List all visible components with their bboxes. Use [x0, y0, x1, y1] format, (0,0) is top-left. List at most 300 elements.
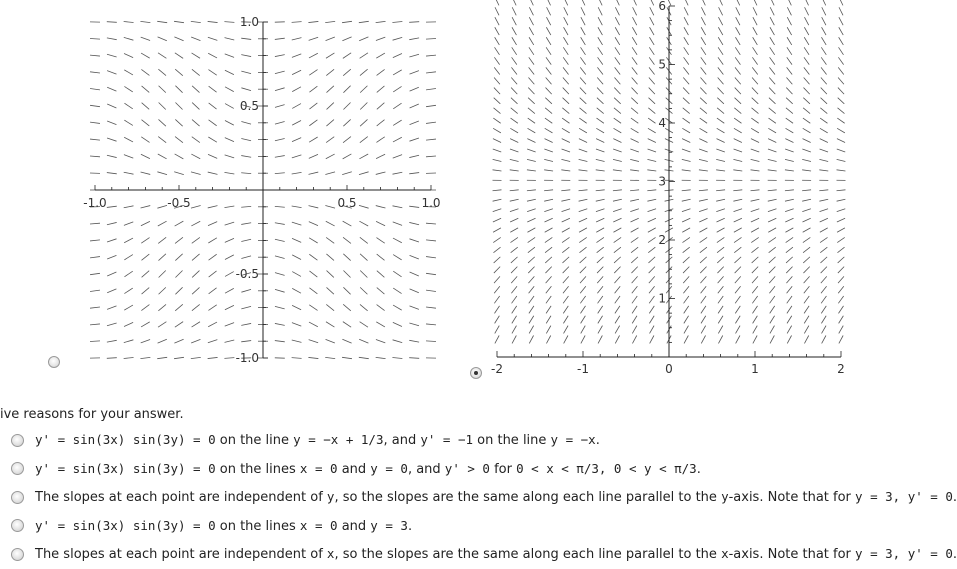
slope-segment	[803, 128, 811, 133]
slope-segment	[699, 170, 708, 171]
slope-segment	[613, 228, 621, 232]
slope-segment	[393, 54, 402, 58]
slope-segment	[360, 287, 367, 294]
slope-segment	[683, 286, 689, 293]
slope-segment	[545, 247, 552, 253]
slope-segment	[839, 7, 843, 15]
slope-segment	[649, 306, 654, 313]
slope-segment	[342, 172, 352, 175]
slope-segment	[275, 55, 285, 57]
x-tick-label: -1.0	[83, 196, 106, 210]
slope-segment	[579, 247, 586, 253]
slope-segment	[684, 296, 689, 303]
slope-segment	[752, 276, 758, 283]
slope-segment	[769, 108, 776, 114]
slope-segment	[598, 326, 603, 334]
slope-segment	[615, 17, 619, 25]
slope-segment	[770, 47, 775, 55]
slope-segment	[493, 228, 501, 232]
slope-segment	[561, 159, 570, 161]
slope-segment	[377, 305, 385, 311]
slope-segment	[769, 247, 776, 253]
radio-icon[interactable]	[11, 462, 24, 475]
slope-segment	[494, 257, 501, 263]
slope-segment	[717, 108, 724, 114]
slope-segment	[107, 255, 116, 259]
slope-segment	[579, 128, 587, 133]
slope-segment	[124, 322, 133, 326]
slope-segment	[837, 139, 845, 143]
slope-segment	[309, 154, 318, 158]
option-a[interactable]	[11, 426, 957, 455]
slope-segment	[700, 237, 707, 242]
slope-segment	[512, 17, 516, 25]
slope-segment	[562, 139, 570, 143]
slope-segment	[803, 139, 811, 143]
slope-segment	[598, 7, 602, 15]
slope-segment	[613, 209, 622, 212]
slope-segment	[511, 257, 518, 263]
slope-segment	[667, 0, 671, 5]
slope-segment	[718, 37, 723, 45]
slope-segment	[615, 335, 619, 343]
x-tick-label: 2	[837, 362, 845, 376]
slope-segment	[191, 172, 201, 175]
slope-segment	[700, 118, 707, 123]
slope-segment	[735, 306, 740, 313]
slope-segment	[494, 108, 501, 114]
slope-segment	[360, 86, 367, 93]
slope-segment	[580, 276, 586, 283]
y-tick-label: 6	[658, 0, 666, 13]
slope-segment	[512, 296, 517, 303]
slope-segment	[493, 247, 500, 253]
slope-segment	[158, 69, 166, 75]
slope-segment	[142, 103, 150, 110]
slope-segment	[821, 296, 826, 303]
slope-segment	[107, 272, 116, 276]
slope-segment	[493, 190, 502, 191]
option-text: .	[596, 433, 600, 448]
x-tick-label: 0	[665, 362, 673, 376]
slope-segment	[158, 304, 166, 310]
slope-segment	[225, 138, 234, 142]
radio-icon[interactable]	[11, 519, 24, 532]
option-text: , and	[383, 433, 420, 448]
slope-segment	[597, 67, 603, 74]
slope-segment	[309, 322, 318, 327]
slope-segment	[225, 323, 234, 327]
slope-segment	[785, 218, 793, 222]
slope-segment	[392, 206, 402, 208]
slope-segment	[360, 254, 367, 261]
slope-segment	[377, 86, 385, 92]
slope-segment	[510, 139, 518, 143]
slope-segment	[805, 0, 809, 5]
slope-segment	[377, 254, 385, 260]
slope-segment	[802, 199, 811, 201]
option-text: .	[953, 547, 957, 562]
slope-segment	[786, 257, 793, 263]
slope-segment	[785, 199, 794, 201]
slope-segment	[751, 228, 759, 232]
slope-segment	[581, 335, 585, 343]
slope-segment	[225, 104, 234, 109]
slope-segment	[786, 108, 793, 114]
slope-segment	[837, 159, 846, 161]
slope-segment	[631, 267, 637, 273]
slope-segment	[770, 326, 775, 334]
slope-segment	[494, 57, 499, 64]
slope-segment	[579, 159, 588, 161]
slope-segment	[613, 199, 622, 201]
slope-segment	[631, 128, 639, 133]
slope-segment	[90, 38, 100, 39]
slope-segment	[158, 254, 165, 261]
slope-segment	[208, 206, 218, 208]
slope-segment	[787, 47, 792, 55]
y-tick-label: 2	[658, 233, 666, 247]
slope-segment	[631, 237, 638, 242]
slope-segment	[563, 306, 568, 313]
slope-segment	[751, 149, 759, 152]
slope-segment	[546, 67, 552, 74]
slope-segment	[786, 88, 792, 95]
slope-segment	[701, 306, 706, 313]
slope-segment	[529, 7, 533, 15]
slope-segment	[632, 27, 636, 35]
slope-segment	[649, 47, 654, 55]
slope-segment	[208, 172, 218, 174]
option-e[interactable]	[11, 540, 957, 569]
slope-segment	[649, 286, 655, 293]
slope-segment	[597, 247, 604, 253]
slope-segment	[208, 305, 216, 311]
slope-segment	[241, 239, 251, 241]
slope-segment	[563, 77, 569, 84]
slope-segment	[141, 172, 151, 174]
slope-segment	[752, 67, 758, 74]
slope-segment	[141, 69, 149, 75]
slope-segment	[598, 316, 603, 324]
slope-segment	[717, 118, 724, 123]
slope-segment	[684, 57, 689, 64]
slope-segment	[596, 149, 604, 152]
slope-segment	[343, 322, 351, 328]
slope-segment	[630, 218, 638, 222]
slope-segment	[342, 37, 351, 41]
slope-segment	[528, 257, 535, 263]
plot-right-radio[interactable]	[470, 367, 482, 379]
slope-segment	[527, 190, 536, 191]
slope-segment	[393, 255, 401, 260]
slope-segment	[493, 139, 501, 143]
slope-segment	[175, 287, 182, 294]
slope-segment	[837, 190, 846, 191]
slope-segment	[718, 276, 724, 283]
slope-segment	[753, 37, 758, 45]
slope-segment	[734, 228, 742, 232]
slope-segment	[564, 17, 568, 25]
radio-icon[interactable]	[11, 434, 24, 447]
slope-segment	[393, 37, 403, 40]
slope-segment	[579, 139, 587, 143]
slope-segment	[735, 286, 741, 293]
slope-segment	[527, 170, 536, 171]
slope-segment	[787, 335, 791, 343]
slope-segment	[495, 37, 500, 45]
slope-segment	[650, 17, 654, 25]
slope-segment	[561, 190, 570, 191]
slope-segment	[821, 316, 826, 324]
slope-segment	[309, 53, 318, 58]
slope-segment	[426, 139, 436, 140]
slope-segment	[292, 22, 302, 23]
slope-segment	[493, 237, 500, 242]
slope-segment	[769, 88, 775, 95]
option-b[interactable]	[11, 455, 957, 484]
slope-segment	[376, 221, 385, 225]
slope-segment	[837, 237, 844, 242]
slope-segment	[158, 37, 167, 41]
slope-segment	[393, 288, 401, 293]
slope-segment	[546, 57, 551, 64]
slope-segment	[241, 306, 251, 308]
slope-segment	[751, 170, 760, 171]
slope-segment	[512, 335, 516, 343]
option-text: The slopes at each point are independent of	[35, 547, 327, 562]
slope-segment	[699, 228, 707, 232]
slope-segment	[192, 237, 200, 243]
y-tick-label: 0.5	[240, 99, 259, 113]
slope-segment	[426, 257, 436, 258]
slope-segment	[716, 170, 725, 171]
slope-segment	[631, 108, 638, 114]
slope-segment	[191, 205, 201, 208]
slope-segment	[529, 17, 533, 25]
slope-segment	[426, 223, 436, 224]
slope-segment	[822, 0, 826, 5]
slope-segment	[192, 322, 200, 327]
slope-segment	[140, 357, 150, 358]
slope-segment	[632, 37, 637, 45]
slope-segment	[751, 159, 760, 161]
slope-segment	[649, 316, 654, 324]
slope-segment	[579, 118, 586, 123]
slope-segment	[309, 172, 319, 174]
slope-segment	[701, 67, 707, 74]
slope-segment	[326, 53, 334, 58]
option-d[interactable]	[11, 512, 957, 541]
slope-segment	[768, 170, 777, 171]
slope-segment	[546, 77, 552, 84]
slope-segment	[107, 87, 116, 91]
slope-segment	[292, 206, 302, 208]
slope-field-left	[70, 0, 430, 370]
slope-segment	[209, 254, 217, 260]
radio-icon[interactable]	[11, 491, 24, 504]
slope-segment	[804, 88, 810, 95]
slope-segment	[511, 267, 517, 273]
option-label	[35, 518, 412, 534]
slope-segment	[684, 7, 688, 15]
slope-segment	[275, 239, 285, 241]
slope-segment	[377, 288, 385, 294]
slope-segment	[209, 288, 217, 294]
slope-segment	[241, 88, 251, 91]
slope-segment	[409, 173, 419, 174]
slope-segment	[124, 155, 133, 159]
slope-segment	[615, 326, 620, 334]
slope-segment	[208, 70, 216, 76]
slope-segment	[701, 57, 706, 64]
slope-segment	[107, 104, 116, 108]
slope-segment	[275, 323, 285, 325]
slope-segment	[838, 77, 844, 84]
slope-segment	[718, 296, 723, 303]
slope-segment	[596, 190, 605, 191]
slope-segment	[632, 335, 636, 343]
slope-segment	[613, 190, 622, 191]
slope-segment	[124, 172, 134, 174]
slope-segment	[327, 271, 334, 278]
slope-segment	[292, 238, 301, 242]
slope-segment	[141, 339, 150, 342]
slope-segment	[837, 128, 845, 133]
slope-segment	[512, 316, 517, 324]
slope-segment	[769, 276, 775, 283]
slope-segment	[598, 17, 602, 25]
slope-segment	[581, 27, 585, 35]
slope-segment	[786, 77, 792, 84]
y-tick-label: 4	[658, 116, 666, 130]
slope-segment	[579, 199, 588, 201]
slope-segment	[157, 172, 167, 175]
slope-segment	[142, 271, 150, 278]
slope-segment	[683, 276, 689, 283]
slope-segment	[275, 173, 285, 174]
slope-segment	[241, 289, 251, 292]
slope-segment	[649, 276, 655, 283]
slope-segment	[630, 170, 639, 171]
slope-segment	[107, 358, 117, 359]
slope-segment	[839, 326, 844, 334]
slope-segment	[326, 86, 333, 93]
slope-segment	[787, 326, 792, 334]
slope-segment	[360, 322, 368, 327]
slope-segment	[802, 159, 811, 161]
slope-segment	[700, 108, 707, 114]
slope-segment	[615, 286, 621, 293]
slope-segment	[107, 54, 117, 57]
slope-segment	[581, 37, 586, 45]
slope-segment	[581, 326, 586, 334]
slope-segment	[124, 37, 134, 40]
slope-segment	[275, 206, 285, 207]
slope-segment	[141, 305, 149, 311]
slope-segment	[787, 67, 793, 74]
slope-segment	[527, 199, 536, 201]
option-label	[35, 432, 600, 448]
slope-segment	[512, 47, 517, 55]
slope-segment	[426, 105, 436, 106]
slope-segment	[107, 38, 117, 40]
slope-segment	[546, 47, 551, 55]
slope-segment	[309, 120, 317, 126]
slope-segment	[820, 237, 827, 242]
slope-segment	[736, 7, 740, 15]
option-c[interactable]	[11, 483, 957, 512]
slope-segment	[837, 118, 844, 123]
slope-segment	[209, 271, 217, 277]
slope-segment	[717, 237, 724, 242]
slope-segment	[208, 357, 218, 358]
slope-segment	[192, 137, 200, 143]
slope-segment	[545, 98, 552, 104]
slope-segment	[241, 71, 251, 73]
slope-segment	[785, 149, 793, 152]
slope-segment	[292, 340, 302, 342]
slope-segment	[495, 335, 499, 343]
slope-segment	[770, 37, 775, 45]
slope-segment	[769, 118, 776, 123]
slope-segment	[326, 254, 334, 261]
slope-segment	[174, 357, 184, 358]
slope-segment	[598, 57, 603, 64]
math-text: y' = sin(3x) sin(3y) = 0	[35, 461, 216, 476]
slope-segment	[410, 289, 419, 293]
slope-segment	[819, 170, 828, 171]
slope-segment	[377, 69, 385, 75]
slope-segment	[292, 87, 301, 92]
slope-segment	[90, 240, 100, 241]
slope-segment	[376, 339, 385, 342]
slope-segment	[717, 128, 725, 133]
slope-segment	[142, 120, 150, 126]
slope-segment	[545, 108, 552, 114]
slope-segment	[90, 72, 100, 73]
slope-segment	[208, 137, 217, 142]
slope-segment	[632, 316, 637, 324]
slope-segment	[494, 267, 500, 273]
slope-segment	[343, 102, 350, 109]
radio-icon[interactable]	[11, 548, 24, 561]
slope-segment	[107, 323, 117, 326]
slope-segment	[735, 67, 741, 74]
slope-segment	[510, 149, 518, 152]
slope-segment	[225, 288, 234, 293]
slope-segment	[175, 237, 183, 243]
slope-segment	[359, 221, 368, 226]
slope-segment	[733, 159, 742, 161]
slope-segment	[528, 128, 536, 133]
slope-segment	[124, 206, 134, 208]
slope-segment	[820, 118, 827, 123]
slope-segment	[648, 209, 657, 212]
slope-segment	[734, 247, 741, 253]
slope-segment	[786, 247, 793, 253]
slope-segment	[770, 27, 774, 35]
plot-left-radio[interactable]	[48, 356, 60, 368]
slope-segment	[563, 296, 568, 303]
slope-segment	[648, 128, 656, 133]
slope-segment	[192, 53, 200, 58]
slope-segment	[544, 149, 552, 152]
slope-segment	[90, 341, 100, 342]
slope-segment	[596, 170, 605, 171]
slope-segment	[579, 209, 588, 212]
slope-segment	[683, 98, 690, 104]
